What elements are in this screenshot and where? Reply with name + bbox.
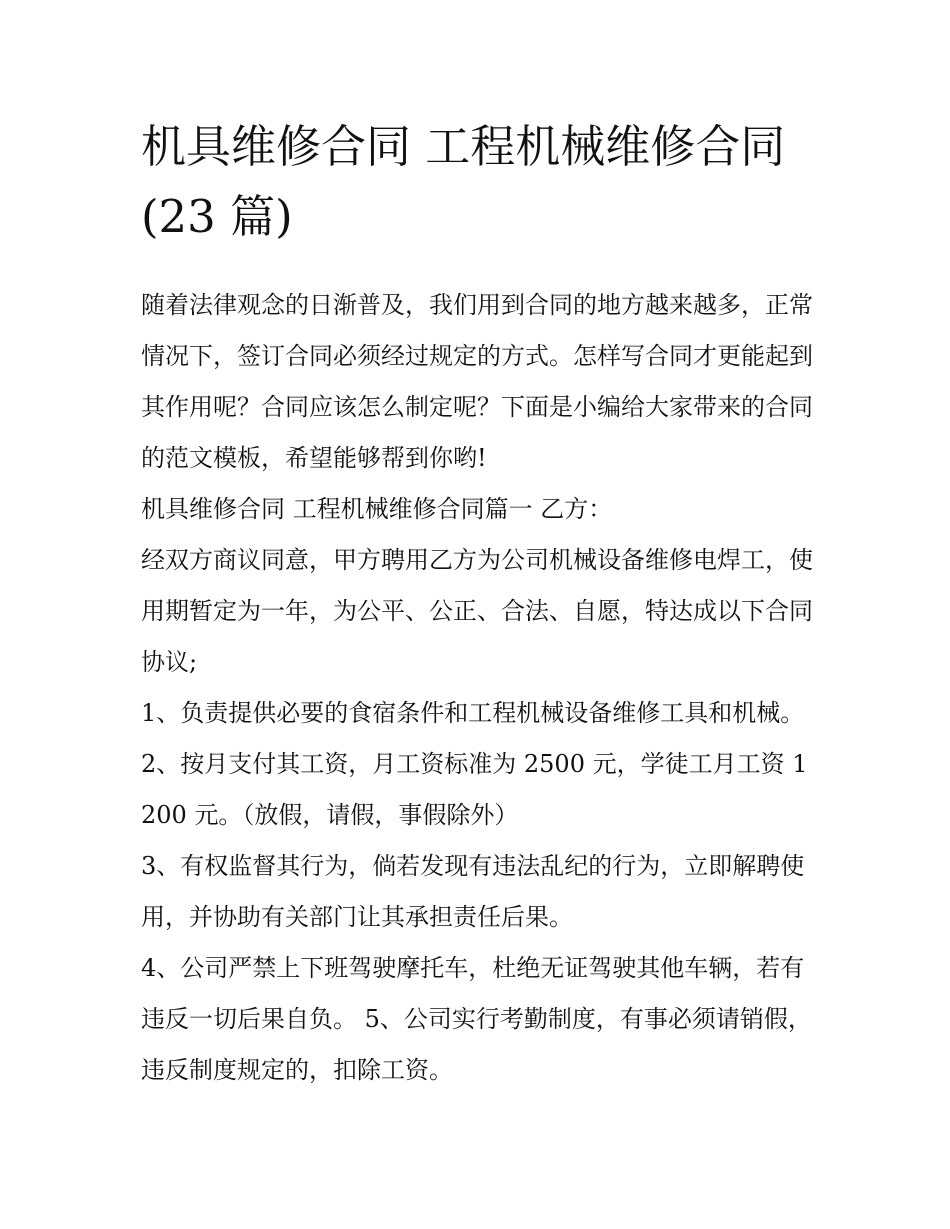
document-title: 机具维修合同 工程机械维修合同(23 篇) bbox=[141, 120, 786, 243]
document-content bbox=[141, 112, 813, 1096]
paragraph-clause-3: 3、有权监督其行为，倘若发现有违法乱纪的行为，立即解聘使用，并协助有关部门让其承担责任后果。 bbox=[141, 852, 805, 931]
paragraph-clause-1-2: 1、负责提供必要的食宿条件和工程机械设备维修工具和机械。 2、按月支付其工资，月工资标准为 2500 元，学徒工月工资 1200 元。（放假，请假，事假除外） bbox=[141, 699, 808, 829]
paragraph-section-heading: 机具维修合同 工程机械维修合同篇一 乙方： bbox=[141, 495, 613, 523]
paragraph-clause-4-5: 4、公司严禁上下班驾驶摩托车，杜绝无证驾驶其他车辆，若有违反一切后果自负。 5、公司实行考勤制度，有事必须请销假，违反制度规定的，扣除工资。 bbox=[141, 954, 812, 1084]
paragraph-agreement: 经双方商议同意，甲方聘用乙方为公司机械设备维修电焊工，使用期暂定为一年，为公平、公正、合法、自愿，特达成以下合同协议; bbox=[141, 546, 813, 676]
paragraph-intro: 随着法律观念的日渐普及，我们用到合同的地方越来越多，正常情况下，签订合同必须经过规定的方式。怎样写合同才更能起到其作用呢？合同应该怎么制定呢？下面是小编给大家带来的合同的范文模板，希望能够帮到你哟! bbox=[141, 291, 813, 472]
